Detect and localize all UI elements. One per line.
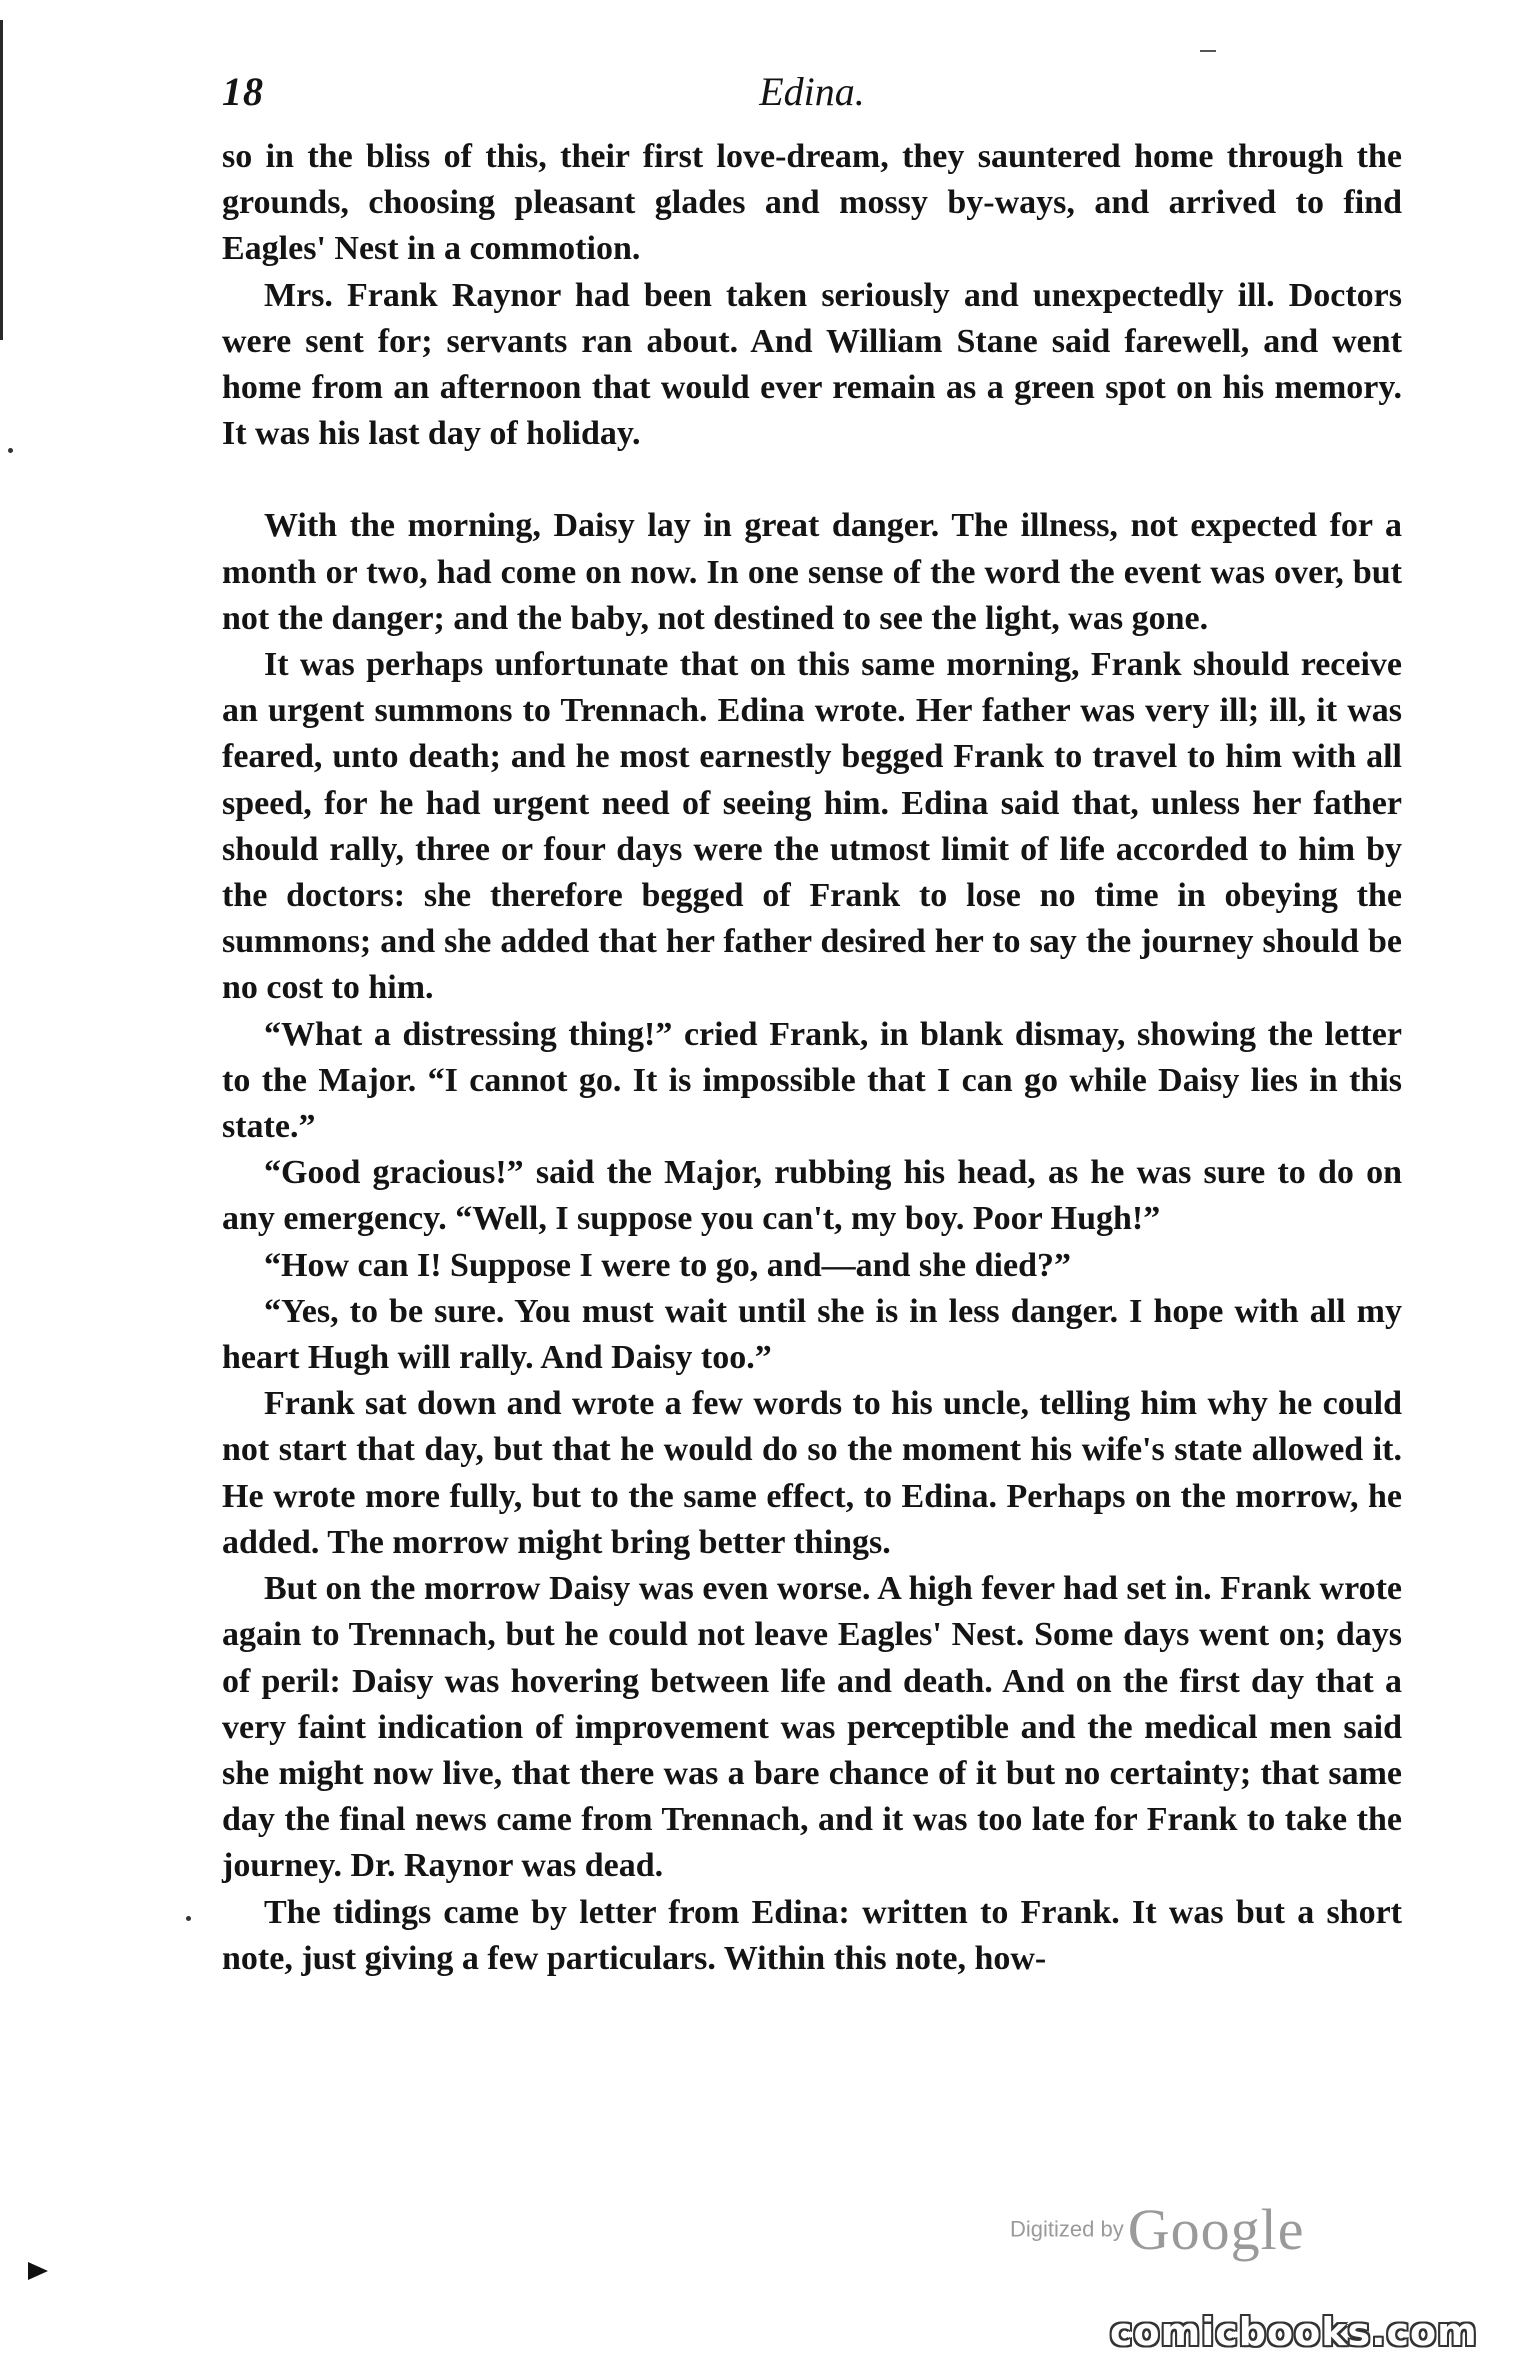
paragraph: It was perhaps unfortunate that on this same morning, Frank should receive an urgent summons to Trennach. Edina wrote. Her father was very ill; ill, it was feared, unto death; and he most earnestly begged Frank to travel to him with all speed, for he had urgent need of seeing him. Edina said that, unless her father should rally, three or four days were the utmost limit of life accorded to him by the doctors: she therefore begged of Frank to lose no time in obeying the summons; and she added that her father desired her to say the journey should be no cost to him. (222, 646, 1402, 1007)
paragraph: “What a distressing thing!” cried Frank, in blank dismay, showing the letter to the Major. “I cannot go. It is impossible that I can go while Daisy lies in this state.” (222, 1015, 1402, 1146)
paragraph: With the morning, Daisy lay in great danger. The illness, not expected for a month or two, had come on now. In one sense of the word the event was over, but not the danger; and the baby, not destined to see the light, was gone. (222, 507, 1402, 637)
margin-speck (186, 1916, 191, 1921)
top-dash-mark (1200, 50, 1216, 52)
paragraph: “How can I! Suppose I were to go, and—and she died?” (264, 1246, 1072, 1284)
paragraph: But on the morrow Daisy was even worse. A high fever had set in. Frank wrote again to Trennach, but he could not leave Eagles' Nest. Some days went on; days of peril: Daisy was hovering between life and death. And on the first day that a very faint indication of improvement was perceptible and the medical men said she might now live, that there was a bare chance of it but no certainty; that same day the final news came from Trennach, and it was too late for Frank to take the journey. Dr. Raynor was dead. (222, 1570, 1402, 1885)
site-watermark: comicbooks.com (1110, 2310, 1478, 2354)
paragraph: Frank sat down and wrote a few words to his uncle, telling him why he could not start that day, but that he would do so the moment his wife's state allowed it. He wrote more fully, but to the same effect, to Edina. Perhaps on the morrow, he added. The morrow might bring better things. (222, 1385, 1402, 1561)
digitized-by-label: Digitized by (1010, 2216, 1124, 2242)
google-logo: Google (1127, 2197, 1305, 2262)
paragraph: “Good gracious!” said the Major, rubbing his head, as he was sure to do on any emergency. “Well, I suppose you can't, my boy. Poor Hugh!” (222, 1154, 1402, 1238)
arrow-icon (28, 2262, 48, 2280)
paragraph: The tidings came by letter from Edina: written to Frank. It was but a short note, just giving a few particulars. Within this note, how- (222, 1893, 1402, 1977)
paragraph: so in the bliss of this, their first love-dream, they sauntered home through the grounds, choosing pleasant glades and mossy by-ways, and arrived to find Eagles' Nest in a commotion. (222, 138, 1402, 268)
page-number: 18 (222, 69, 264, 114)
google-watermark (1010, 2196, 1304, 2266)
page-edge-mark (0, 20, 9, 340)
page-header (222, 68, 1402, 128)
paragraph: Mrs. Frank Raynor had been taken seriously and unexpectedly ill. Doctors were sent for; servants ran about. And William Stane said farewell, and went home from an afternoon that would ever remain as a green spot on his memory. It was his last day of holiday. (222, 276, 1402, 453)
running-title: Edina. (759, 69, 865, 114)
margin-speck (8, 448, 13, 453)
paragraph: “Yes, to be sure. You must wait until she is in less danger. I hope with all my heart Hugh will rally. And Daisy too.” (222, 1292, 1402, 1377)
body-text (222, 134, 1402, 1982)
